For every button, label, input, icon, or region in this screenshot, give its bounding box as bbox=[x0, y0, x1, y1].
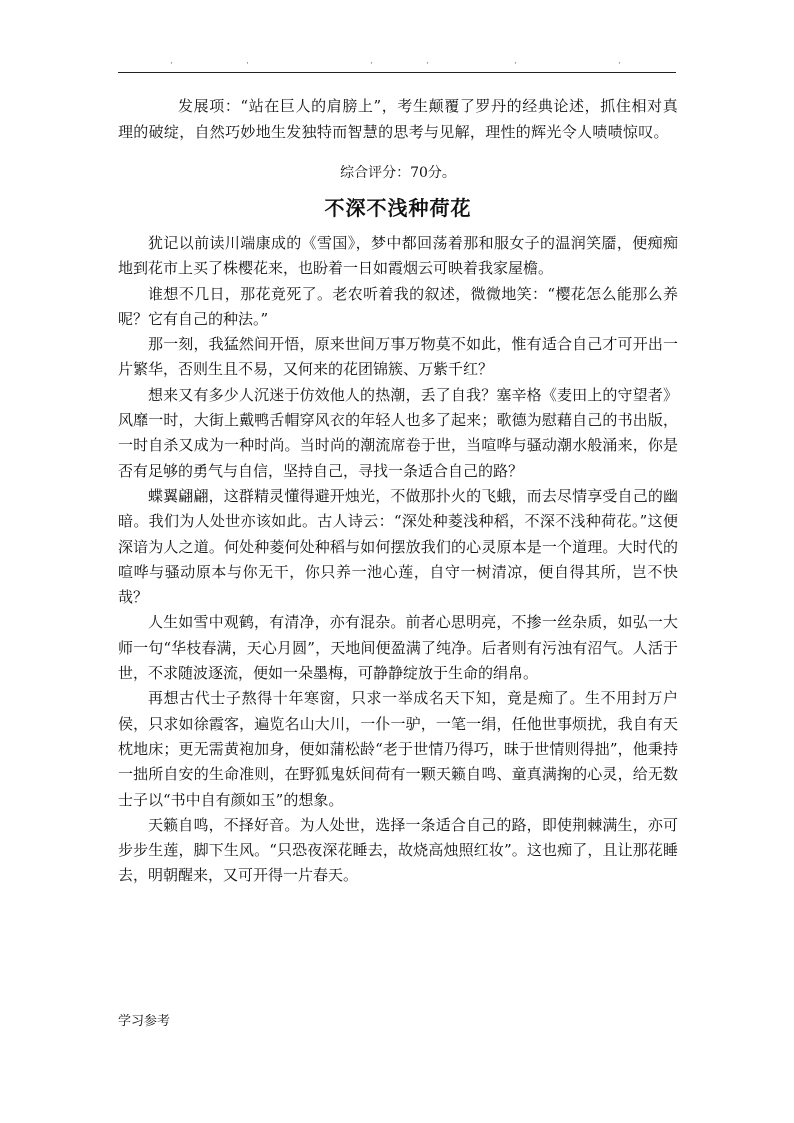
essay-paragraph: 谁想不几日，那花竟死了。老农听着我的叙述，微微地笑：“樱花怎么能那么养呢？它有自己的种法。” bbox=[118, 284, 678, 328]
footer-label: 学习参考 bbox=[118, 1014, 171, 1029]
essay-paragraph: 犹记以前读川端康成的《雪国》，梦中都回荡着那和服女子的温润笑靥，便痴痴地到花市上买了株樱花来，也盼着一日如霞烟云可映着我家屋檐。 bbox=[118, 234, 678, 278]
header-mark: · bbox=[618, 59, 621, 69]
essay-paragraph: 人生如雪中观鹤，有清净，亦有混杂。前者心思明亮，不掺一丝杂质，如弘一大师一句“华枝春满，天心月圆”，天地间便盈满了纯净。后者则有污浊有沼气。人活于世，不求随波逐流，便如一朵墨梅，可静静绽放于生命的绢帛。 bbox=[118, 613, 678, 683]
header-mark: · bbox=[170, 59, 173, 69]
essay-paragraph: 再想古代士子熬得十年寒窗，只求一举成名天下知，竟是痴了。生不用封万户侯，只求如徐霞客，遍览名山大川，一仆一驴，一笔一绢，任他世事烦扰，我自有天枕地床；更无需黄袍加身，便如蒲松龄“老于世情乃得巧，昧于世情则得拙”，他秉持一拙所自安的生命准则，在野狐鬼妖间荷有一颗天籁自鸣、童真满掬的心灵，给无数士子以“书中自有颜如玉”的想象。 bbox=[118, 689, 678, 809]
overall-score: 综合评分：70分。 bbox=[340, 165, 456, 181]
essay-title: 不深不浅种荷花 bbox=[324, 196, 472, 220]
evaluation-paragraph: 发展项：“站在巨人的肩膀上”，考生颠覆了罗丹的经典论述，抓住相对真理的破绽，自然巧妙地生发独特而智慧的思考与见解，理性的辉光令人啧啧惊叹。 bbox=[118, 97, 678, 141]
header-divider bbox=[118, 72, 676, 73]
essay-paragraph: 天籁自鸣，不择好音。为人处世，选择一条适合自己的路，即使荆棘满生，亦可步步生莲，脚下生风。“只恐夜深花睡去，故烧高烛照红妆”。这也痴了，且让那花睡去，明朝醒来，又可开得一片春天。 bbox=[118, 815, 678, 885]
essay-paragraph: 蝶翼翩翩，这群精灵懂得避开烛光，不做那扑火的飞蛾，而去尽情享受自己的幽暗。我们为人处世亦该如此。古人诗云：“深处种菱浅种稻，不深不浅种荷花。”这便深谙为人之道。何处种菱何处种稻与如何摆放我们的心灵原本是一个道理。大时代的喧哗与骚动原本与你无干，你只养一池心莲，自守一树清凉，便自得其所，岂不快哉？ bbox=[118, 486, 678, 607]
header-marks bbox=[118, 58, 676, 70]
header-mark: · bbox=[370, 59, 373, 69]
essay-paragraph: 想来又有多少人沉迷于仿效他人的热潮，丢了自我？塞辛格《麦田上的守望者》风靡一时，大街上戴鸭舌帽穿风衣的年轻人也多了起来；歌德为慰藉自己的书出版，一时自杀又成为一种时尚。当时尚的潮流席卷于世，当喧哗与骚动潮水般涌来，你是否有足够的勇气与自信，坚持自己，寻找一条适合自己的路？ bbox=[118, 385, 678, 480]
header-mark: · bbox=[246, 59, 249, 69]
essay-paragraph: 那一刻，我猛然间开悟，原来世间万事万物莫不如此，惟有适合自己才可开出一片繁华，否则生且不易，又何来的花团锦簇、万紫千红？ bbox=[118, 335, 678, 379]
header-mark: · bbox=[426, 59, 429, 69]
essay-body bbox=[118, 231, 678, 889]
page-content bbox=[118, 93, 678, 889]
header-mark: · bbox=[514, 59, 517, 69]
